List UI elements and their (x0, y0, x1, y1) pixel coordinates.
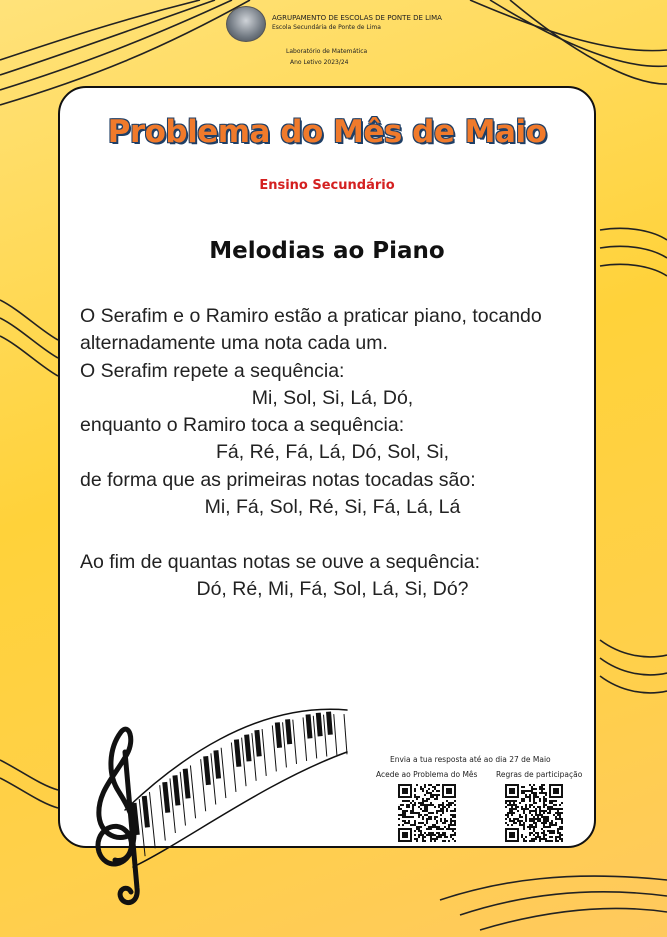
question-line: Ao fim de quantas notas se ouve a sequência: (80, 550, 481, 573)
qr-label-problem: Acede ao Problema do Mês (376, 770, 478, 779)
piano-key-divider (283, 722, 287, 767)
piano-black-key (247, 735, 249, 762)
target-sequence: Dó, Ré, Mi, Fá, Sol, Lá, Si, Dó? (196, 577, 469, 600)
lab-name: Laboratório de Matemática (286, 48, 368, 55)
text-line: enquanto o Ramiro toca a sequência: (80, 414, 405, 437)
piano-black-key (206, 756, 209, 785)
piano-black-key (318, 713, 320, 736)
text-line: de forma que as primeiras notas tocadas são: (80, 468, 476, 491)
piano-key-divider (293, 720, 297, 764)
piano-key-divider (334, 714, 337, 755)
sequence-ramiro: Fá, Ré, Fá, Lá, Dó, Sol, Si, (215, 441, 449, 464)
qr-label-rules: Regras de participação (496, 770, 583, 779)
problem-heading: Melodias ao Piano (209, 238, 445, 264)
text-line: alternadamente uma nota cada um. (80, 332, 388, 355)
piano-black-key (144, 796, 147, 827)
piano-black-key (175, 775, 178, 805)
school-name: Escola Secundária de Ponte de Lima (272, 24, 381, 31)
piano-key-divider (149, 792, 155, 848)
piano-key-divider (221, 748, 226, 798)
piano-black-key (277, 722, 279, 747)
piano-key-divider (324, 715, 327, 757)
piano-key-divider (262, 729, 266, 776)
piano-black-key (236, 739, 239, 766)
sequence-serafim: Mi, Sol, Si, Lá, Dó, (251, 386, 414, 409)
deadline-note: Envia a tua resposta até ao dia 27 de Maio (390, 755, 551, 764)
piano-key-divider (313, 716, 316, 759)
subtitle: Ensino Secundário (259, 178, 395, 193)
piano-black-key (257, 730, 259, 756)
school-logo (226, 6, 266, 42)
qr-code-problem[interactable] (398, 784, 456, 842)
sequence-first-notes: Mi, Fá, Sol, Ré, Si, Fá, Lá, Lá (204, 496, 461, 519)
piano-key-divider (303, 717, 307, 760)
piano-key-divider (190, 765, 195, 818)
piano-black-key (308, 714, 310, 738)
org-name: AGRUPAMENTO DE ESCOLAS DE PONTE DE LIMA (272, 14, 442, 22)
page-title: Problema do Mês de Maio (107, 114, 547, 150)
qr-code-rules[interactable] (505, 784, 563, 842)
piano-black-key (288, 719, 290, 744)
treble-clef-piano-illustration (85, 692, 355, 912)
piano-black-key (165, 782, 168, 813)
header (0, 2, 667, 72)
piano-black-key (216, 750, 219, 778)
piano-key-divider (344, 714, 347, 754)
problem-text (80, 303, 585, 603)
piano-black-key (185, 769, 188, 799)
text-line: O Serafim repete a sequência: (80, 359, 345, 382)
school-year: Ano Letivo 2023/24 (290, 59, 349, 66)
text-line: O Serafim e o Ramiro estão a praticar piano, tocando (80, 305, 542, 327)
piano-black-key (329, 712, 331, 735)
